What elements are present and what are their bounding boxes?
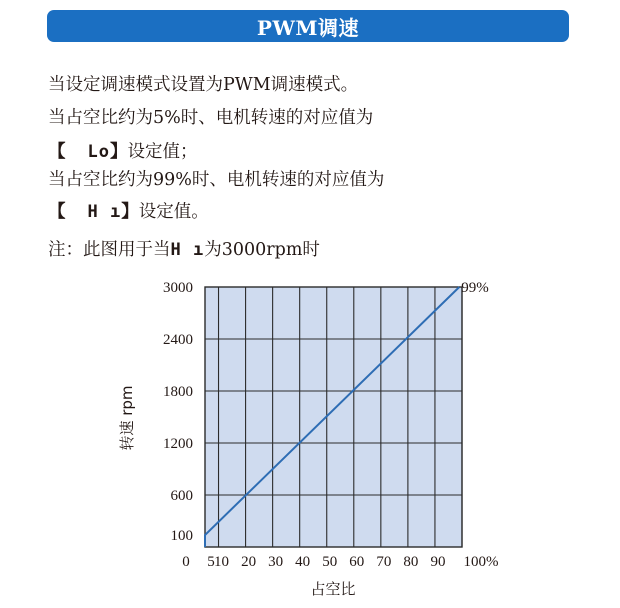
x-tick-label: 40 [295, 554, 311, 570]
x-tick-label: 30 [268, 554, 284, 570]
bracket-open: 【 [48, 202, 66, 222]
text-setvalue-1: 设定值； [127, 142, 198, 162]
text-line-1: 当设定调速模式设置为PWM调速模式。 [48, 75, 359, 95]
text-line-4: 当占空比约为99%时、电机转速的对应值为 [48, 170, 385, 190]
x-tick-label: 100% [463, 554, 499, 570]
y-tick-label: 3000 [163, 280, 193, 296]
y-tick-label: 600 [170, 488, 193, 504]
bracket-open: 【 [48, 142, 66, 162]
y-tick-label: 1200 [163, 436, 193, 452]
y-tick-label: 2400 [163, 332, 193, 348]
x-tick-label: 5 [207, 554, 215, 570]
bracket-close: 】 [109, 142, 128, 162]
text-line-2: 当占空比约为5%时、电机转速的对应值为 [48, 108, 374, 128]
y-tick-label: 1800 [163, 384, 193, 400]
x-axis-label: 占空比 [310, 580, 356, 598]
y-tick-label: 100 [170, 528, 193, 544]
plot-area [205, 287, 462, 547]
x-tick-label: 80 [403, 554, 419, 570]
note-suffix: 为3000rpm时 [204, 240, 320, 260]
text-setvalue-2: 设定值。 [138, 202, 209, 222]
x-tick-label: 70 [376, 554, 392, 570]
note-prefix: 注：此图用于当 [48, 240, 171, 260]
x-tick-label: 20 [241, 554, 257, 570]
seg-display-lo: Lo [87, 142, 110, 162]
annotation-label: 99% [461, 280, 489, 296]
x-tick-label: 90 [430, 554, 446, 570]
section-title: PWM调速 [256, 15, 360, 40]
seg-display-hi-note: H ı [170, 240, 205, 260]
bracket-close: 】 [121, 202, 139, 222]
x-tick-label: 10 [214, 554, 230, 570]
y-axis-label: 转速 rpm [118, 385, 136, 451]
seg-display-hi: H ı [87, 202, 122, 222]
x-tick-label: 0 [182, 554, 190, 570]
x-tick-label: 50 [322, 554, 338, 570]
x-tick-label: 60 [349, 554, 365, 570]
